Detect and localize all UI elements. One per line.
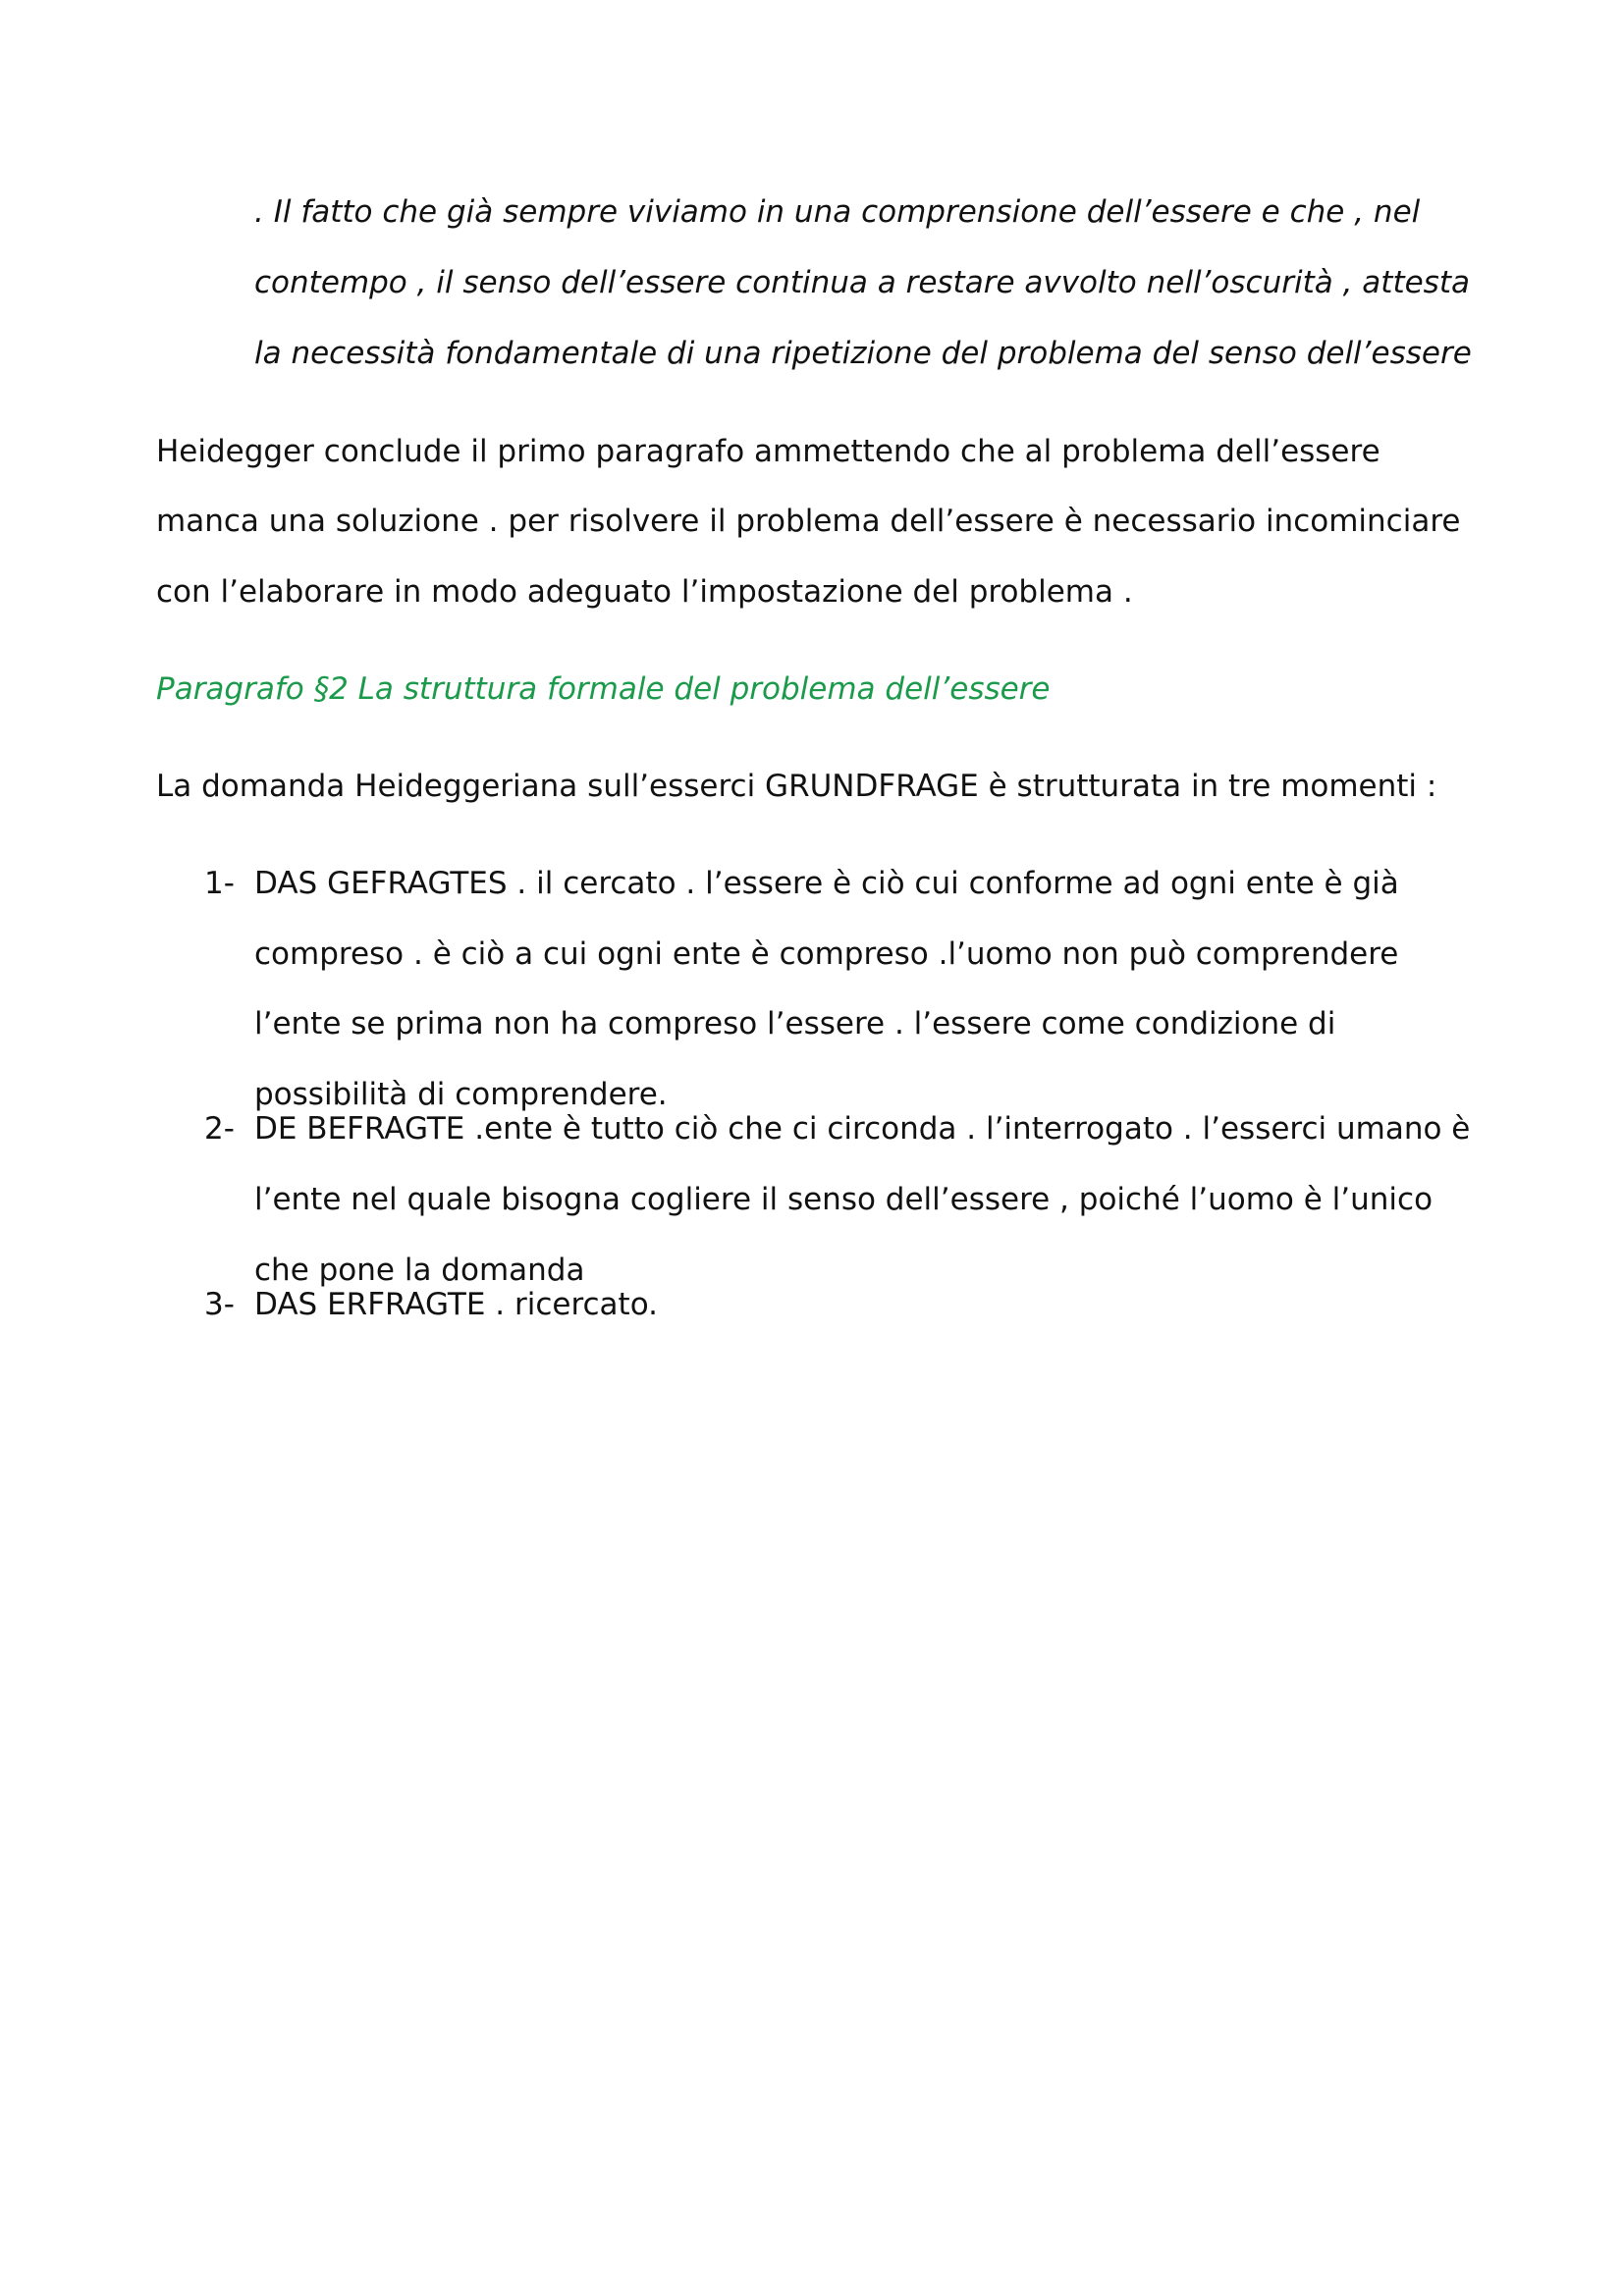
paragraph-line: manca una soluzione . per risolvere il problema dell’essere è necessario incominciare: [156, 504, 1461, 539]
list-item-line: compreso . è ciò a cui ogni ente è compreso .l’uomo non può comprendere: [254, 936, 1399, 972]
list-item-number: 1-: [204, 866, 235, 901]
paragraph-line: con l’elaborare in modo adeguato l’impostazione del problema .: [156, 574, 1133, 610]
list-item-number: 2-: [204, 1111, 235, 1147]
list-item-line: DE BEFRAGTE .ente è tutto ciò che ci circonda . l’interrogato . l’esserci umano è: [254, 1111, 1471, 1147]
paragraph-line: Heidegger conclude il primo paragrafo ammettendo che al problema dell’essere: [156, 434, 1380, 469]
intro-text: La domanda Heideggeriana sull’esserci GRUNDFRAGE è strutturata in tre momenti :: [156, 769, 1437, 804]
list-item-line: che pone la domanda: [254, 1253, 585, 1288]
quote-line: la necessità fondamentale di una ripetizione del problema del senso dell’essere: [254, 336, 1472, 371]
section-heading: Paragrafo §2 La struttura formale del problema dell’essere: [156, 671, 1051, 707]
list-item-number: 3-: [204, 1287, 235, 1322]
list-item-line: l’ente nel quale bisogna cogliere il senso dell’essere , poiché l’uomo è l’unico: [254, 1182, 1434, 1217]
quote-line: . Il fatto che già sempre viviamo in una comprensione dell’essere e che , nel: [254, 194, 1421, 230]
list-item-line: DAS ERFRAGTE . ricercato.: [254, 1287, 658, 1322]
quote-line: contempo , il senso dell’essere continua a restare avvolto nell’oscurità , attesta: [254, 265, 1470, 300]
list-item-line: DAS GEFRAGTES . il cercato . l’essere è ciò cui conforme ad ogni ente è già: [254, 866, 1399, 901]
list-item-line: possibilità di comprendere.: [254, 1077, 668, 1112]
list-item-line: l’ente se prima non ha compreso l’essere . l’essere come condizione di: [254, 1006, 1336, 1041]
